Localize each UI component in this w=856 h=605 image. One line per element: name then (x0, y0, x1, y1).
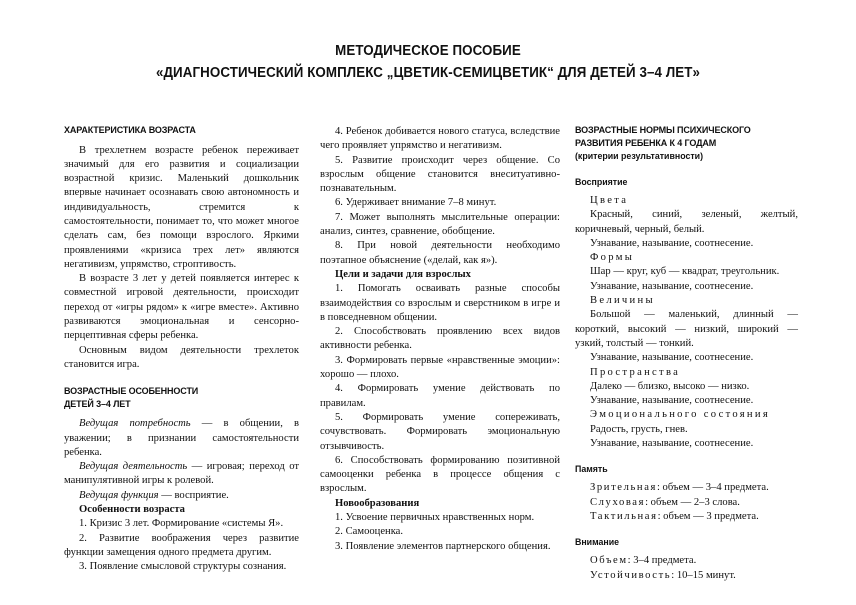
label-space: Пространства (590, 366, 681, 378)
section-heading-age-characteristics: ХАРАКТЕРИСТИКА ВОЗРАСТА (64, 125, 196, 136)
memory-visual: Зрительная: объем — 3–4 предмета. (590, 482, 769, 494)
skill-space: Узнавание, называние, соотнесение. (590, 395, 754, 407)
attention-volume: Объем: 3–4 предмета. (590, 555, 697, 567)
label-colors: Цвета (590, 195, 629, 206)
list-item: 2. Развитие воображения через развитие функции замещения одного предмета другим. (64, 532, 299, 558)
text-emotion: Радость, грусть, гнев. (590, 423, 688, 435)
skill-emotion: Узнавание, называние, соотнесение. (590, 438, 754, 450)
subsection-perception: Восприятие (575, 176, 628, 187)
list-item: 3. Формировать первые «нравственные эмоции»: хорошо — плохо. (320, 354, 560, 381)
subsection-attention: Внимание (575, 536, 620, 548)
skill-forms: Узнавание, называние, соотнесение. (590, 280, 754, 292)
section-heading-age-features: ВОЗРАСТНЫЕ ОСОБЕННОСТИ ДЕТЕЙ 3–4 ЛЕТ (64, 386, 199, 410)
text-space: Далеко — близко, высоко — низко. (590, 380, 750, 392)
list-item: 8. При новой деятельности необходимо поэтапное объяснение («делай, как я»). (320, 240, 560, 266)
subheading-features: Особенности возраста (79, 504, 185, 516)
title-line-2: «ДИАГНОСТИЧЕСКИЙ КОМПЛЕКС „ЦВЕТИК-СЕМИЦВЕТИК“ ДЛЯ ДЕТЕЙ 3–4 ЛЕТ» (155, 65, 701, 81)
list-item: 2. Способствовать проявлению всех видов активности ребенка. (320, 326, 560, 352)
list-item: 5. Формировать умение сопереживать, сочувствовать. Формировать эмоциональную отзывчивость. (320, 411, 560, 452)
memory-tactile: Тактильная: объем — 3 предмета. (590, 510, 759, 522)
list-item: 1. Кризис 3 лет. Формирование «системы Я». (79, 518, 284, 530)
paragraph: Основным видом деятельности трехлеток становится игра. (64, 344, 299, 370)
text-colors: Красный, синий, зеленый, желтый, коричневый, черный, белый. (575, 209, 798, 235)
skill-colors: Узнавание, называние, соотнесение. (590, 237, 754, 249)
memory-audio: Слуховая: объем — 2–3 слова. (590, 496, 740, 508)
list-item: 7. Может выполнять мыслительные операции: анализ, синтез, сравнение, обобщение. (320, 211, 560, 238)
list-item: 1. Помогать осваивать разные способы взаимодействия со взрослым и сверстником в игре и в повседневном общении. (320, 283, 560, 323)
list-item: 5. Развитие происходит через общение. Со взрослым общение становится внеситуативно-познавательным. (320, 154, 560, 195)
title-line-1: МЕТОДИЧЕСКОЕ ПОСОБИЕ (335, 43, 521, 59)
page-title (34, 40, 822, 84)
subheading-neoformations: Новообразования (335, 497, 420, 509)
list-item: 6. Способствовать формированию позитивной самооценки ребенка в процессе общения с взрослым. (320, 454, 560, 495)
list-item: 3. Появление элементов партнерского общения. (335, 540, 551, 552)
list-item: 6. Удерживает внимание 7–8 минут. (335, 197, 497, 209)
list-item: 3. Появление смысловой структуры сознания. (79, 561, 287, 573)
paragraph: В трехлетнем возрасте ребенок переживает значимый для его развития и социализации возрастной кризис. Маленький дошкольник впервые начинает осознавать свою автономность и индивидуальность, стремится к самостоятельности, понимает то, что может многое сделать сам, без помощи взрослого. Яркими проявлениями «кризиса трех лет» являются негативизм, упрямство, строптивость. (64, 144, 299, 270)
list-item: 1. Усвоение первичных нравственных норм. (335, 512, 535, 524)
list-item: 4. Формировать умение действовать по правилам. (320, 383, 560, 409)
text-sizes: Большой — маленький, длинный — короткий, высокий — низкий, широкий — узкий, толстый — тонкий. (575, 309, 798, 349)
section-heading-criteria: (критерии результативности) (575, 150, 704, 161)
subsection-memory: Память (575, 463, 608, 475)
section-heading-age-norms: ВОЗРАСТНЫЕ НОРМЫ ПСИХИЧЕСКОГО РАЗВИТИЯ РЕБЕНКА К 4 ГОДАМ (575, 125, 751, 149)
label-forms: Формы (590, 252, 635, 264)
lead-function: Ведущая функция — восприятие. (79, 489, 229, 501)
subheading-goals: Цели и задачи для взрослых (335, 268, 471, 280)
list-item: 4. Ребенок добивается нового статуса, вследствие чего проявляет упрямство и негативизм. (320, 126, 560, 152)
column-right (575, 125, 798, 583)
attention-stability: Устойчивость: 10–15 минут. (590, 569, 736, 581)
list-item: 2. Самооценка. (335, 526, 404, 538)
paragraph: В возрасте 3 лет у детей появляется интерес к совместной игровой деятельности, происходит переход от «игры рядом» к «игре вместе». Активно развиваются эмоциональная и сенсорно-перцептивная сферы ребенка. (64, 273, 299, 342)
column-middle (320, 125, 560, 554)
skill-sizes: Узнавание, называние, соотнесение. (590, 352, 754, 364)
label-emotion: Эмоционального состояния (590, 409, 771, 421)
lead-need: Ведущая потребность — в общении, в уважении; в признании самостоятельности ребенка. (64, 418, 299, 458)
label-sizes: Величины (590, 295, 655, 307)
column-left (64, 125, 299, 575)
lead-activity: Ведущая деятельность — игровая; переход от манипулятивной игры к ролевой. (64, 461, 299, 487)
text-forms: Шар — круг, куб — квадрат, треугольник. (590, 266, 780, 278)
